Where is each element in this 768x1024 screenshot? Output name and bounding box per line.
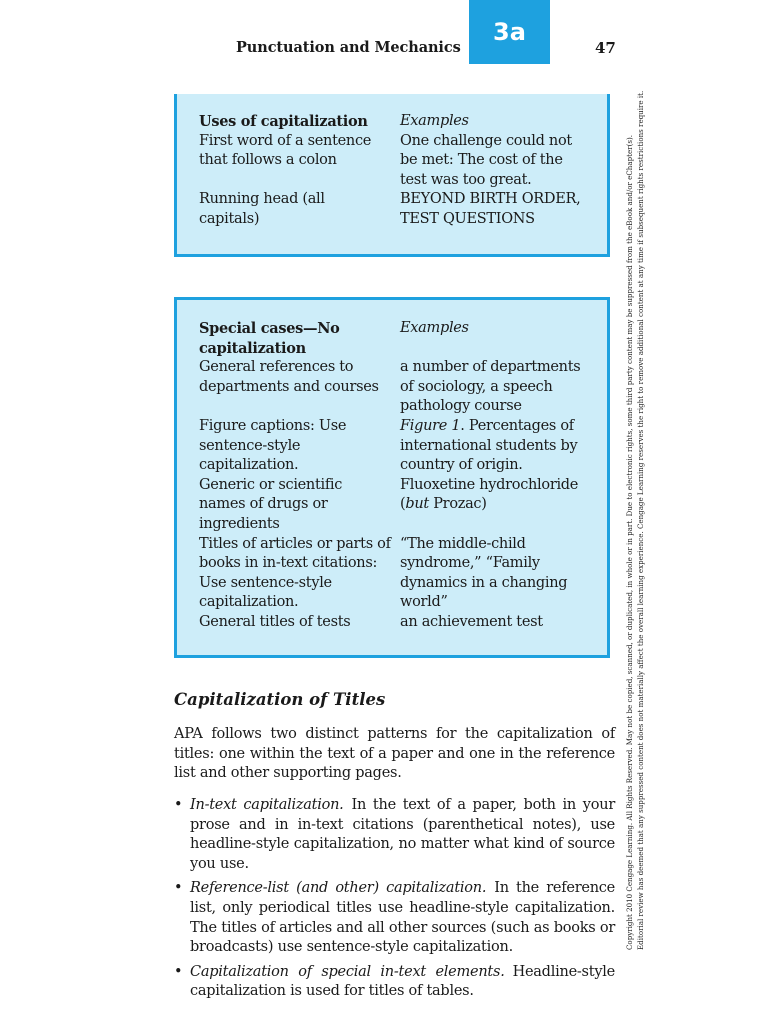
table-row [177, 535, 607, 613]
intro-paragraph: APA follows two distinct patterns for the capitalization of titles: one within the text of a paper and one in the reference list and other supporting pages. [174, 726, 615, 782]
case-cell: General titles of tests [199, 613, 351, 630]
table-row [177, 476, 607, 535]
table-row [177, 358, 607, 417]
bullet-icon: • [174, 880, 183, 897]
case-cell: Generic or scientific names of drugs or ingredients [199, 476, 343, 532]
page-number: 47 [595, 39, 616, 57]
section-heading: Capitalization of Titles [174, 690, 386, 709]
column-header-examples: Examples [400, 113, 469, 129]
special-cases-table [174, 297, 610, 658]
list-item: • In-text capitalization. In the text of a paper, both in your prose and in in-text citations (parenthetical notes), use headline-style capitalization, no matter what kind of source you use. [174, 797, 615, 872]
example-cell: “The middle-child syndrome,” “Family dynamics in a changing world” [400, 535, 568, 611]
table-header-row [177, 319, 607, 358]
case-cell: Titles of articles or parts of books in in-text citations: Use sentence-style capitalization. [199, 535, 391, 611]
list-item: • Reference-list (and other) capitalization. In the reference list, only periodical titles use headline-style capitalization. The titles of articles and all other sources (such as books or broadcasts) use sentence-style capitalization. [174, 880, 615, 956]
list-item: • Capitalization of special in-text elements. Headline-style capitalization is used for titles of tables. [174, 963, 615, 1000]
example-cell: Figure 1. Percentages of international students by country of origin. [400, 417, 578, 474]
running-head: Punctuation and Mechanics [236, 39, 461, 56]
bullet-list [174, 796, 615, 1007]
table-header-row [177, 112, 607, 132]
case-cell: Figure captions: Use sentence-style capitalization. [199, 417, 347, 474]
case-cell: General references to departments and courses [199, 359, 379, 395]
example-cell: a number of departments of sociology, a speech pathology course [400, 359, 581, 415]
example-cell: an achievement test [400, 613, 543, 630]
table-row [177, 190, 607, 229]
capitalization-uses-table [174, 94, 610, 257]
section-tab: 3a [469, 0, 550, 64]
table-row [177, 613, 607, 633]
table-row [177, 132, 607, 191]
column-header-uses: Uses of capitalization [199, 113, 368, 130]
example-cell: One challenge could not be met: The cost of the test was too great. [400, 132, 572, 188]
use-cell: Running head (all capitals) [199, 191, 325, 227]
use-cell: First word of a sentence that follows a colon [199, 132, 372, 169]
bullet-icon: • [174, 797, 183, 813]
column-header-special-cases: Special cases—No capitalization [199, 320, 340, 357]
example-cell: Fluoxetine hydrochloride (but Prozac) [400, 476, 579, 513]
bullet-icon: • [174, 963, 183, 980]
copyright-notice: Copyright 2010 Cengage Learning. All Rights Reserved. May not be copied, scanned, or duplicated, in whole or in part. Due to electronic rights, some third party content may be suppressed from the eBook and/or eChapter(s). Editorial review has deemed that any suppressed content does not materially affect the overall learning experience. Cengage Learning reserves the right to remove additional content at any time if subsequent rights restrictions require it. [625, 90, 645, 950]
column-header-examples: Examples [400, 320, 469, 336]
table-row [177, 417, 607, 476]
example-cell: BEYOND BIRTH ORDER, TEST QUESTIONS [400, 191, 581, 227]
